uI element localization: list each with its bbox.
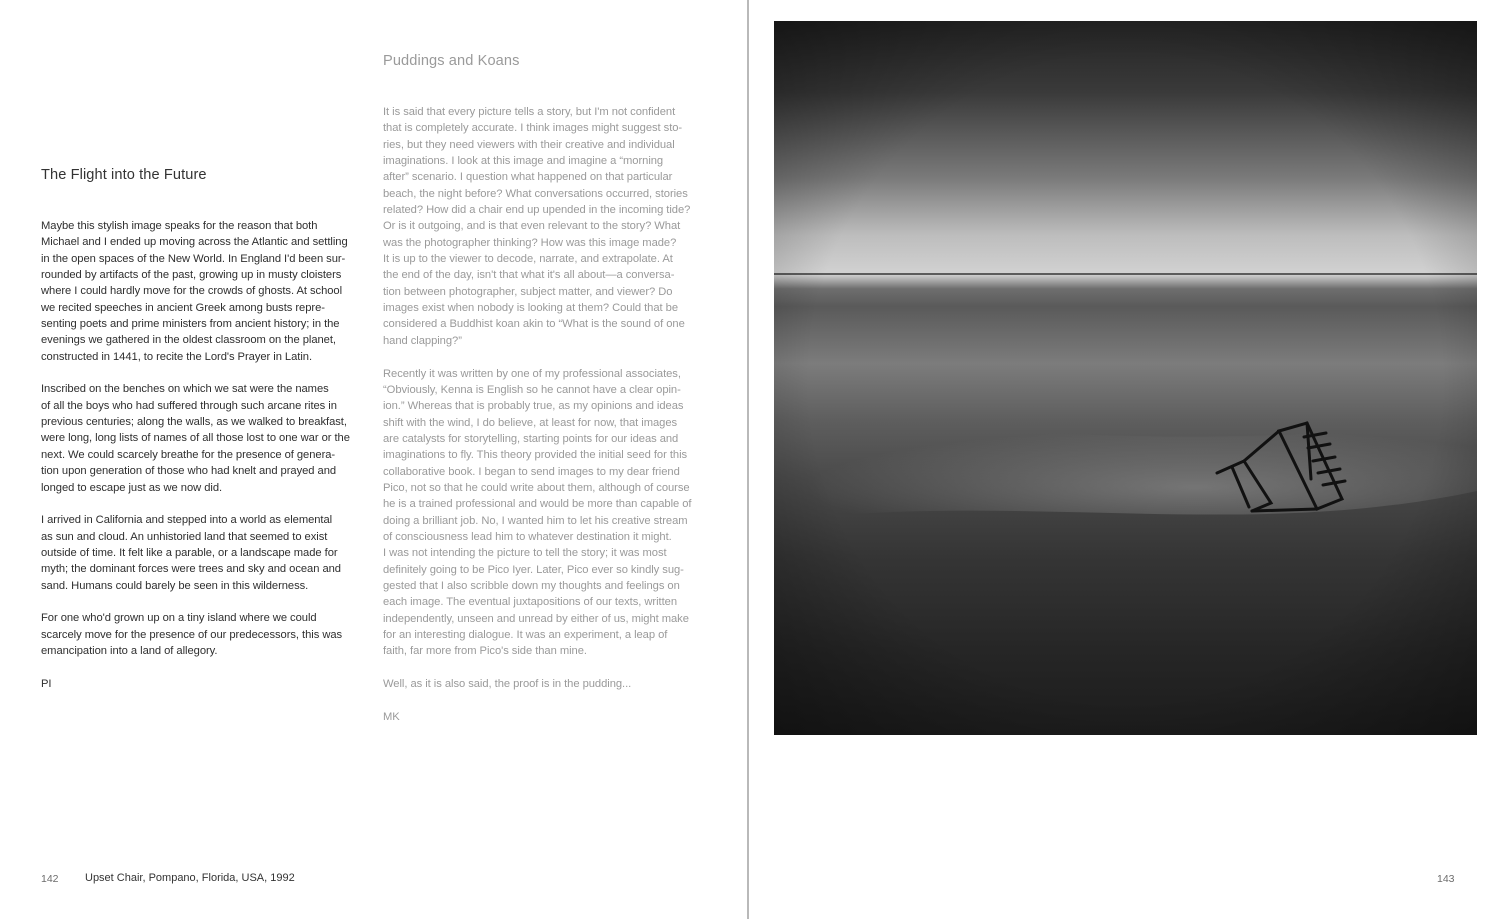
heading-puddings-and-koans: Puddings and Koans [383, 53, 520, 69]
paragraph: Recently it was written by one of my professional associates, “Obviously, Kenna is English so he cannot have a clear opin- ion.” Whereas that is probably true, as my opinions and ideas shift with the wind, I do believe, at least for now, that images are catalysts for storytelling, starting points for our ideas and imaginations to fly. This theory provided the initial seed for this collaborative book. I began to send images to my dear friend Pico, not so that he could write about them, although of course he is a trained professional and would be more than capable of doing a brilliant job. No, I wanted him to let his creative stream of consciousness lead him to whatever destination it might. I was not intending the picture to tell the story; it was most definitely going to be Pico Iyer. Later, Pico ever so kindly sug- gested that I also scribble down my thoughts and feelings on each image. The eventual juxtapositions of our texts, written independently, unseen and unread by either of us, might make for an interesting dialogue. It was an experiment, a leap of faith, far more from Pico's side than mine. [383, 367, 692, 658]
left-page [0, 0, 747, 919]
essay-column-mk [383, 104, 713, 741]
heading-flight-into-future: The Flight into the Future [41, 167, 207, 183]
page-number-right: 143 [1437, 873, 1455, 885]
paragraph: Well, as it is also said, the proof is in the pudding... [383, 678, 632, 691]
paragraph: Maybe this stylish image speaks for the reason that both Michael and I ended up moving across the Atlantic and settling in the open spaces of the New World. In England I'd been sur- rounded by artifacts of the past, growing up in musty cloisters where I could hardly move for the crowds of ghosts. At school we recited speeches in ancient Greek among busts repre- senting poets and prime ministers from ancient history; in the evenings we gathered in the oldest classroom on the planet, constructed in 1441, to recite the Lord's Prayer in Latin. [41, 220, 348, 363]
photo-caption: Upset Chair, Pompano, Florida, USA, 1992 [85, 872, 295, 884]
right-page [749, 0, 1495, 919]
signature-pi: PI [41, 677, 52, 690]
essay-column-pi [41, 218, 371, 708]
paragraph: For one who'd grown up on a tiny island where we could scarcely move for the presence of our predecessors, this was emancipation into a land of allegory. [41, 612, 343, 657]
paragraph: I arrived in California and stepped into a world as elemental as sun and cloud. An unhistoried land that seemed to exist outside of time. It felt like a parable, or a landscape made for myth; the dominant forces were trees and sky and ocean and sand. Humans could barely be seen in this wilderness. [41, 514, 341, 592]
signature-mk: MK [383, 710, 400, 723]
paragraph: Inscribed on the benches on which we sat were the names of all the boys who had suffered through such arcane rites in previous centuries; along the walls, as we walked to breakfast, were long, long lists of names of all those lost to one war or the next. We could scarcely breathe for the presence of genera- tion upon generation of those who had knelt and prayed and longed to escape just as we now did. [41, 383, 350, 494]
photograph-upset-chair [774, 21, 1477, 735]
page-number-left: 142 [41, 873, 59, 885]
paragraph: It is said that every picture tells a story, but I'm not confident that is completely accurate. I think images might suggest sto- ries, but they need viewers with their creative and individual imaginations. I look at this image and imagine a “morning after” scenario. I question what happened on that particular beach, the night before? What conversations occurred, stories related? How did a chair end up upended in the incoming tide? Or is it outgoing, and is that even relevant to the story? What was the photographer thinking? How was this image made? It is up to the viewer to decode, narrate, and extrapolate. At the end of the day, isn't that what it's all about—a conversa- tion between photographer, subject matter, and viewer? Do images exist when nobody is looking at them? Could that be considered a Buddhist koan akin to “What is the sound of one hand clapping?” [383, 106, 691, 347]
